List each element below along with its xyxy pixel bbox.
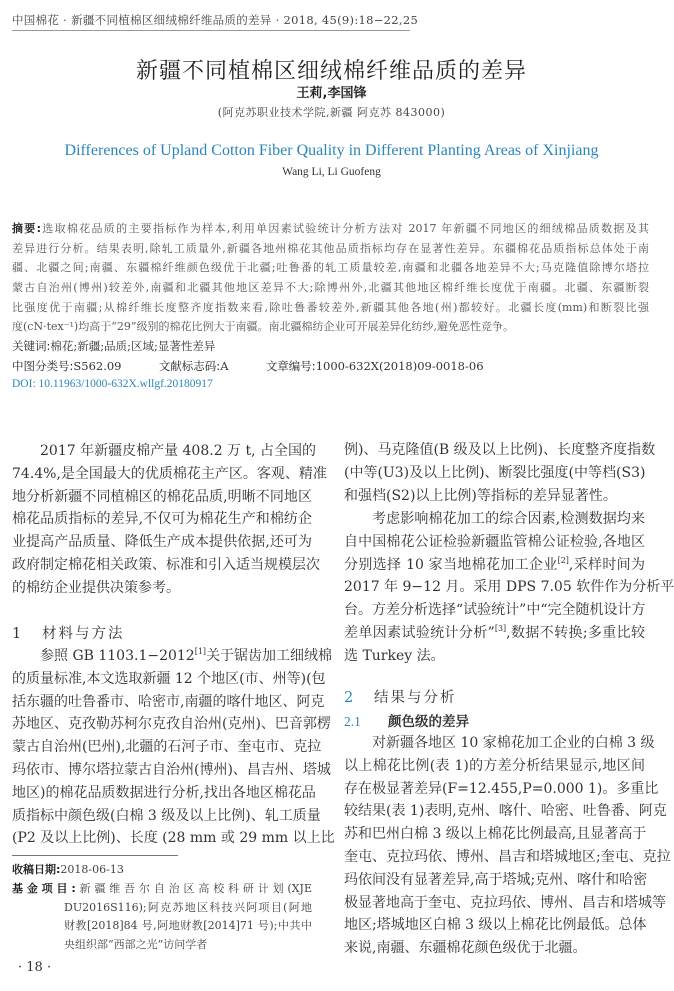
received-date: 2018-06-13 bbox=[60, 863, 124, 876]
text-segment: 财教[2018]84 号,阿地财教[2014]71 号);中共中 bbox=[64, 919, 312, 933]
text-segment: 对新疆各地区 10 家棉花加工企业的白棉 3 级 bbox=[372, 735, 655, 751]
intro-paragraph bbox=[12, 440, 327, 600]
text-line bbox=[12, 219, 649, 239]
text-segment: 质指标中颜色级(白棉 3 级及以上比例)、轧工质量 bbox=[12, 807, 321, 824]
text-segment: 较结果(表 1)表明,克州、喀什、哈密、吐鲁番、阿克 bbox=[344, 803, 667, 820]
methods-continued bbox=[344, 439, 656, 507]
text-segment: 疆、北疆之间;南疆、东疆棉纤维颜色级优于北疆;吐鲁番的轧工质量较差,南疆和北疆各地差异不大;马克隆值除博尔塔拉 bbox=[12, 261, 649, 275]
text-segment: (中等(U3)及以上比例)、断裂比强度(中等档(S3) bbox=[344, 464, 646, 481]
text-line bbox=[12, 782, 316, 805]
text-segment: 央组织部“西部之光”访问学者 bbox=[64, 938, 208, 952]
keywords bbox=[12, 338, 215, 354]
page-number: · 18 · bbox=[18, 960, 52, 975]
text-line bbox=[12, 645, 333, 668]
text-segment: 台。方差分析选择“试验统计”中“完全随机设计方 bbox=[344, 602, 646, 619]
citation-reference[interactable]: [3] bbox=[494, 623, 507, 633]
text-segment: 度(cN·tex⁻¹)均高于“29”级别的棉花比例大于南疆。南北疆棉纺企业可开展差异化纺纱,避免恶性竞争。 bbox=[12, 320, 514, 334]
text-line bbox=[12, 463, 327, 486]
english-authors: Wang Li, Li Guofeng bbox=[282, 166, 381, 178]
methods-paragraph bbox=[12, 645, 335, 850]
text-segment: 来说,南疆、东疆棉花颜色级优于北疆。 bbox=[344, 940, 587, 957]
text-segment: ,采样时间为 bbox=[568, 556, 645, 573]
text-line bbox=[12, 278, 649, 298]
text-line bbox=[12, 531, 312, 554]
text-segment: 业提高产品质量、降低生产成本提供依据,还可为 bbox=[12, 534, 312, 551]
text-segment: 玛依市、博尔塔拉蒙古自治州(博州)、昌吉州、塔城 bbox=[12, 761, 331, 778]
text-segment: 2017 年 9−12 月。采用 DPS 7.05 软件作为分析平 bbox=[344, 579, 674, 596]
text-line bbox=[12, 668, 326, 691]
text-segment: 以上棉花比例(表 1)的方差分析结果显示,地区间 bbox=[344, 757, 645, 774]
authors: 王莉,李国锋 bbox=[296, 86, 367, 101]
fund-label: 基金项目: bbox=[12, 881, 76, 895]
text-line bbox=[344, 462, 645, 485]
classification-label: 中图分类号: bbox=[12, 359, 74, 373]
text-line bbox=[344, 599, 645, 622]
text-line bbox=[12, 713, 331, 736]
text-segment: 差异进行分析。结果表明,除轧工质量外,新疆各地州棉花其他品质指标均存在显著性差异。东疆棉花品质指标总体处于南 bbox=[12, 241, 649, 255]
text-line bbox=[344, 576, 674, 599]
text-line bbox=[12, 736, 322, 759]
fund-line bbox=[12, 917, 312, 936]
section-1-heading bbox=[12, 622, 125, 643]
text-segment: 和强档(S2)以上比例)等指标的差异显著性。 bbox=[344, 487, 617, 504]
text-line bbox=[344, 846, 671, 869]
text-segment: DU2016S116);阿克苏地区科技兴阿项目(阿地 bbox=[64, 900, 312, 914]
text-segment: 地区;塔城地区白棉 3 级以上棉花比例最低。总体 bbox=[344, 917, 647, 934]
text-segment: 棉花品质指标的差异,不仅可为棉花生产和棉纺企 bbox=[12, 511, 312, 528]
running-header: 中国棉花 · 新疆不同植棉区细绒棉纤维品质的差异 · 2018, 45(9):18−22,25 bbox=[12, 12, 410, 31]
data-source-paragraph bbox=[344, 508, 674, 668]
text-line bbox=[12, 577, 312, 600]
text-line bbox=[344, 439, 656, 462]
text-line bbox=[12, 440, 317, 463]
classification-row bbox=[12, 358, 484, 374]
text-segment: 玛依间没有显著差异,高于塔城;克州、喀什和哈密 bbox=[344, 871, 648, 888]
section-title: 结果与分析 bbox=[374, 690, 457, 706]
text-segment: 选 Turkey 法。 bbox=[344, 647, 445, 664]
document-code-value: A bbox=[220, 359, 229, 373]
citation-reference[interactable]: [1] bbox=[194, 647, 207, 656]
text-line bbox=[12, 759, 331, 782]
doi-link[interactable]: DOI: 10.11963/1000-632X.wllgf.20180917 bbox=[12, 378, 213, 390]
text-line bbox=[344, 508, 645, 531]
text-segment: 的质量标准,本文选取新疆 12 个地区(市、州等)(包 bbox=[12, 670, 326, 687]
text-line bbox=[344, 622, 645, 645]
text-segment: 苏地区、克孜勒苏柯尔克孜自治州(克州)、巴音郭楞 bbox=[12, 716, 331, 733]
text-segment: 政府制定棉花相关政策、标准和引入适当规模层次 bbox=[12, 556, 320, 573]
text-segment: 蒙古自治州(博州)较差外,南疆和北疆其他地区差异不大;除博州外,北疆其他地区棉纤维长度优于南疆。北疆、东疆断裂 bbox=[12, 281, 649, 295]
color-grade-paragraph bbox=[344, 732, 671, 960]
fund-line bbox=[12, 880, 312, 899]
fund-line bbox=[12, 899, 312, 918]
text-segment: 选取棉花品质的主要指标作为样本,利用单因素试验统计分析方法对 2017 年新疆不同地区的细绒棉品质数据及其 bbox=[41, 222, 649, 235]
text-line bbox=[344, 800, 667, 823]
affiliation: (阿克苏职业技术学院,新疆 阿克苏 843000) bbox=[217, 106, 446, 119]
text-line bbox=[12, 508, 312, 531]
text-line bbox=[12, 317, 649, 337]
section-2-1-heading bbox=[344, 710, 469, 730]
footnote-divider bbox=[12, 855, 178, 856]
text-line bbox=[12, 298, 649, 318]
section-number: 2 bbox=[344, 690, 354, 706]
text-segment: 分别选择 10 家当地棉花加工企业 bbox=[344, 556, 558, 573]
text-segment: 比强度优于南疆;从棉纤维长度整齐度指数来看,除吐鲁番较差外,新疆其他各地(州)都较好。北疆长度(mm)和断裂比强 bbox=[12, 300, 649, 314]
text-segment: 的棉纺企业提供决策参考。 bbox=[12, 579, 180, 596]
abstract-label: 摘要: bbox=[12, 222, 41, 235]
keywords-label: 关键词: bbox=[12, 339, 51, 353]
text-line bbox=[344, 732, 655, 755]
footnotes bbox=[12, 861, 312, 955]
keywords-value: 棉花;新疆;品质;区域;显著性差异 bbox=[50, 339, 216, 353]
text-segment: 关于锯齿加工细绒棉 bbox=[206, 648, 333, 664]
text-segment: 苏和巴州白棉 3 级以上棉花比例最高,且显著高于 bbox=[344, 826, 647, 843]
text-line bbox=[12, 486, 312, 509]
english-title: Differences of Upland Cotton Fiber Quality in Different Planting Areas of Xinjiang bbox=[64, 142, 599, 159]
article-number-label: 文章编号: bbox=[265, 359, 316, 373]
text-line bbox=[12, 239, 649, 259]
text-line bbox=[344, 755, 645, 778]
text-line bbox=[344, 778, 659, 801]
text-line bbox=[344, 914, 645, 937]
text-line bbox=[12, 554, 320, 577]
section-title: 颜色级的差异 bbox=[388, 714, 469, 730]
text-line bbox=[344, 892, 666, 915]
text-segment: 地区)的棉花品质数据进行分析,找出各地区棉花品 bbox=[12, 784, 316, 801]
text-segment: 差单因素试验统计分析” bbox=[344, 624, 495, 641]
section-2-heading bbox=[344, 686, 457, 707]
text-line bbox=[12, 691, 325, 714]
citation-reference[interactable]: [2] bbox=[557, 555, 569, 565]
text-line bbox=[12, 827, 335, 850]
text-line bbox=[344, 645, 645, 668]
text-line bbox=[344, 869, 648, 892]
text-segment: (P2 及以上比例)、长度 (28 mm 或 29 mm 以上比 bbox=[12, 830, 335, 847]
text-line bbox=[344, 823, 645, 846]
article-number-value: 1000-632X(2018)09-0018-06 bbox=[315, 359, 484, 373]
text-segment: 蒙古自治州(巴州),北疆的石河子市、奎屯市、克拉 bbox=[12, 739, 322, 756]
text-segment: 新疆维吾尔自治区高校科研计划(XJE bbox=[75, 881, 312, 895]
text-segment: 存在极显著差异(F=12.455,P=0.000 1)。多重比 bbox=[344, 780, 659, 797]
text-segment: 参照 GB 1103.1−2012 bbox=[40, 648, 195, 664]
text-segment: 74.4%,是全国最大的优质棉花主产区。客观、精准 bbox=[12, 465, 327, 482]
text-segment: 奎屯、克拉玛依、博州、昌吉和塔城地区;奎屯、克拉 bbox=[344, 848, 671, 865]
document-code-label: 文献标志码: bbox=[158, 359, 221, 373]
text-segment: 例)、马克隆值(B 级及以上比例)、长度整齐度指数 bbox=[344, 442, 656, 458]
fund-line bbox=[12, 936, 312, 955]
section-title: 材料与方法 bbox=[42, 626, 125, 642]
received-label: 收稿日期: bbox=[12, 863, 61, 876]
text-segment: ,数据不转换;多重比较 bbox=[506, 624, 645, 641]
text-line bbox=[344, 937, 645, 960]
text-line bbox=[344, 554, 645, 577]
text-line bbox=[12, 805, 321, 828]
section-number: 1 bbox=[12, 626, 22, 642]
text-segment: 地分析新疆不同植棉区的棉花品质,明晰不同地区 bbox=[12, 488, 312, 505]
text-segment: 括东疆的吐鲁番市、哈密市,南疆的喀什地区、阿克 bbox=[12, 693, 325, 710]
text-segment: 自中国棉花公证检验新疆监管棉公证检验,各地区 bbox=[344, 533, 645, 550]
text-line bbox=[12, 258, 649, 278]
paper-title: 新疆不同植棉区细绒棉纤维品质的差异 bbox=[135, 59, 527, 84]
text-line bbox=[344, 531, 645, 554]
section-number: 2.1 bbox=[344, 714, 361, 729]
text-line bbox=[344, 485, 645, 508]
abstract bbox=[12, 219, 649, 337]
text-segment: 极显著地高于奎屯、克拉玛依、博州、昌吉和塔城等 bbox=[344, 894, 666, 911]
classification-value: S562.09 bbox=[73, 359, 122, 373]
text-segment: 考虑影响棉花加工的综合因素,检测数据均来 bbox=[372, 511, 645, 527]
text-segment: 2017 年新疆皮棉产量 408.2 万 t, 占全国的 bbox=[40, 443, 317, 459]
